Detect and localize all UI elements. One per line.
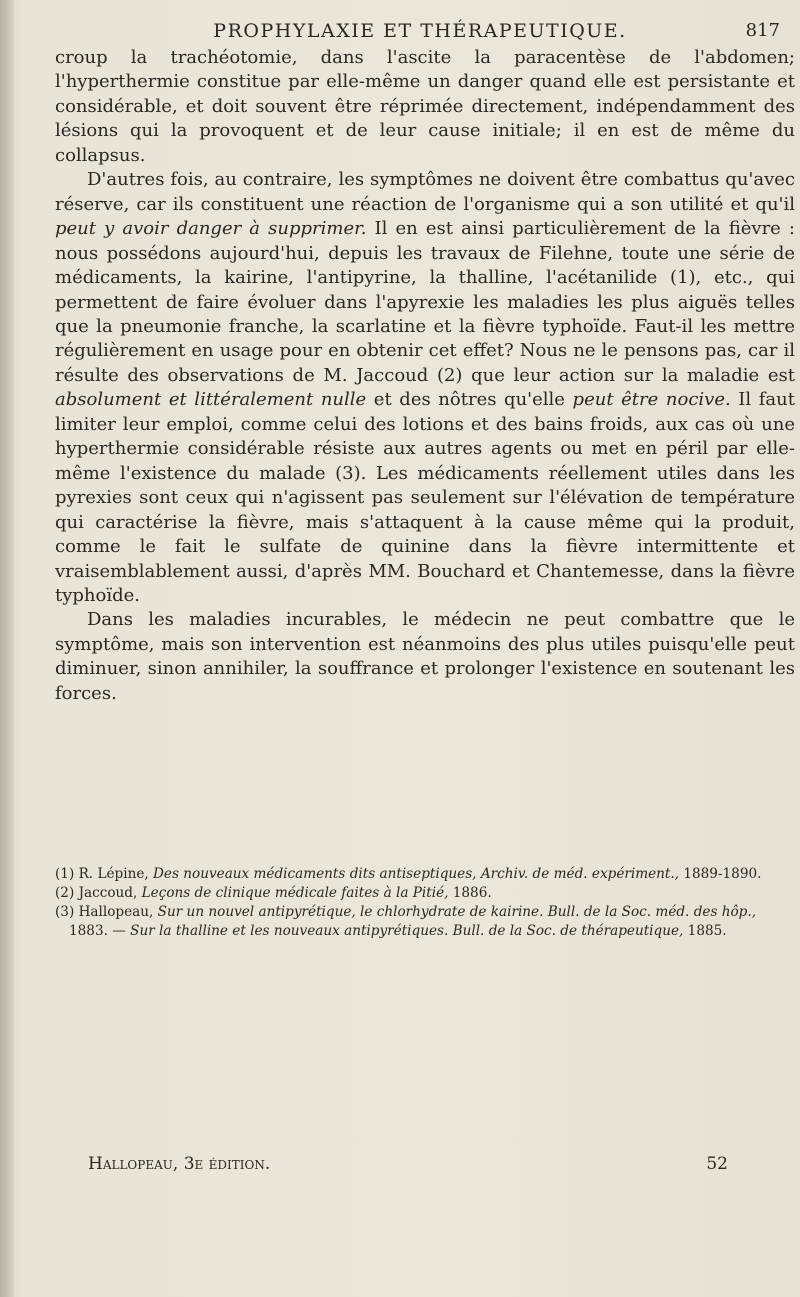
footnotes (55, 865, 795, 941)
signature-author-edition: Hallopeau, 3e édition. (88, 1154, 271, 1174)
footnote-3-year-1: 1883. — (69, 923, 131, 939)
footnote-2 (55, 884, 795, 903)
footnote-3-title-1: Sur un nouvel antipyrétique, le chlorhydrate de kairine. Bull. de la Soc. méd. des hôp., (157, 904, 757, 920)
footnote-3-year-2: 1885. (683, 923, 727, 939)
paragraph-2-italic-2: absolument et littéralement nulle (55, 389, 367, 411)
footnote-3-author: (3) Hallopeau, (55, 904, 158, 920)
paragraph-2-italic-3: peut être nocive. (572, 389, 731, 411)
paragraph-2-part-3: et des nôtres qu'elle (366, 389, 573, 411)
paragraph-2-part-4: Il faut limiter leur emploi, comme celui des lotions et des bains froids, aux cas où une hyperthermie considérable résiste aux autres agents ou met en péril par elle-même l'existence du malade (3). Les médicaments réellement utiles dans les pyrexies sont ceux qui n'agissent pas seulement sur l'élévation de température qui caractérise la fièvre, mais s'attaquent à la cause même qui la produit, comme le fait le sulfate de quinine dans la fièvre intermittente et vraisemblablement aussi, d'après MM. Bouchard et Chantemesse, dans la fièvre typhoïde. (55, 389, 795, 606)
footnote-1-author: (1) R. Lépine, (55, 866, 154, 882)
footnote-1 (55, 865, 795, 884)
paragraph-2-part-1: D'autres fois, au contraire, les symptômes ne doivent être combattus qu'avec réserve, car ils constituent une réaction de l'organisme qui a son utilité et qu'il (55, 169, 795, 215)
footnote-3 (55, 903, 795, 941)
footnote-2-title: Leçons de clinique médicale faites à la Pitié, (141, 885, 449, 901)
paragraph-3: Dans les maladies incurables, le médecin ne peut combattre que le symptôme, mais son intervention est néanmoins des plus utiles puisqu'elle peut diminuer, sinon annihiler, la souffrance et prolonger l'existence en soutenant les forces. (55, 609, 795, 704)
printer-signature (88, 1154, 728, 1182)
signature-number: 52 (706, 1154, 728, 1174)
footnote-2-year: 1886. (448, 885, 492, 901)
running-head-title: PROPHYLAXIE ET THÉRAPEUTIQUE. (213, 20, 627, 42)
paragraph-2-italic-1: peut y avoir danger à supprimer. (55, 218, 367, 240)
footnote-1-year: 1889-1890. (679, 866, 762, 882)
footnote-3-title-2: Sur la thalline et les nouveaux antipyrétiques. Bull. de la Soc. de thérapeutique, (130, 923, 684, 939)
paragraph-2-part-2: Il en est ainsi particulièrement de la fièvre : nous possédons aujourd'hui, depuis les travaux de Filehne, toute une série de médicaments, la kairine, l'antipyrine, la thalline, l'acétanilide (1), etc., qui permettent de faire évoluer dans l'apyrexie les maladies les plus aiguës telles que la pneumonie franche, la scarlatine et la fièvre typhoïde. Faut-il les mettre régulièrement en usage pour en obtenir cet effet? Nous ne le pensons pas, car il résulte des observations de M. Jaccoud (2) que leur action sur la maladie est (55, 218, 795, 386)
footnote-1-title: Des nouveaux médicaments dits antiseptiques, Archiv. de méd. expériment., (153, 866, 680, 882)
paragraph-1: croup la trachéotomie, dans l'ascite la paracentèse de l'abdomen; l'hyperthermie constitue par elle-même un danger quand elle est persistante et considérable, et doit souvent être réprimée directement, indépendamment des lésions qui la provoquent et de leur cause initiale; il en est de même du collapsus. (55, 47, 795, 166)
footnote-2-author: (2) Jaccoud, (55, 885, 142, 901)
page-number: 817 (745, 20, 780, 41)
body-text (55, 46, 795, 706)
paragraph-2 (55, 168, 795, 608)
page-binding-shadow (0, 0, 14, 1297)
